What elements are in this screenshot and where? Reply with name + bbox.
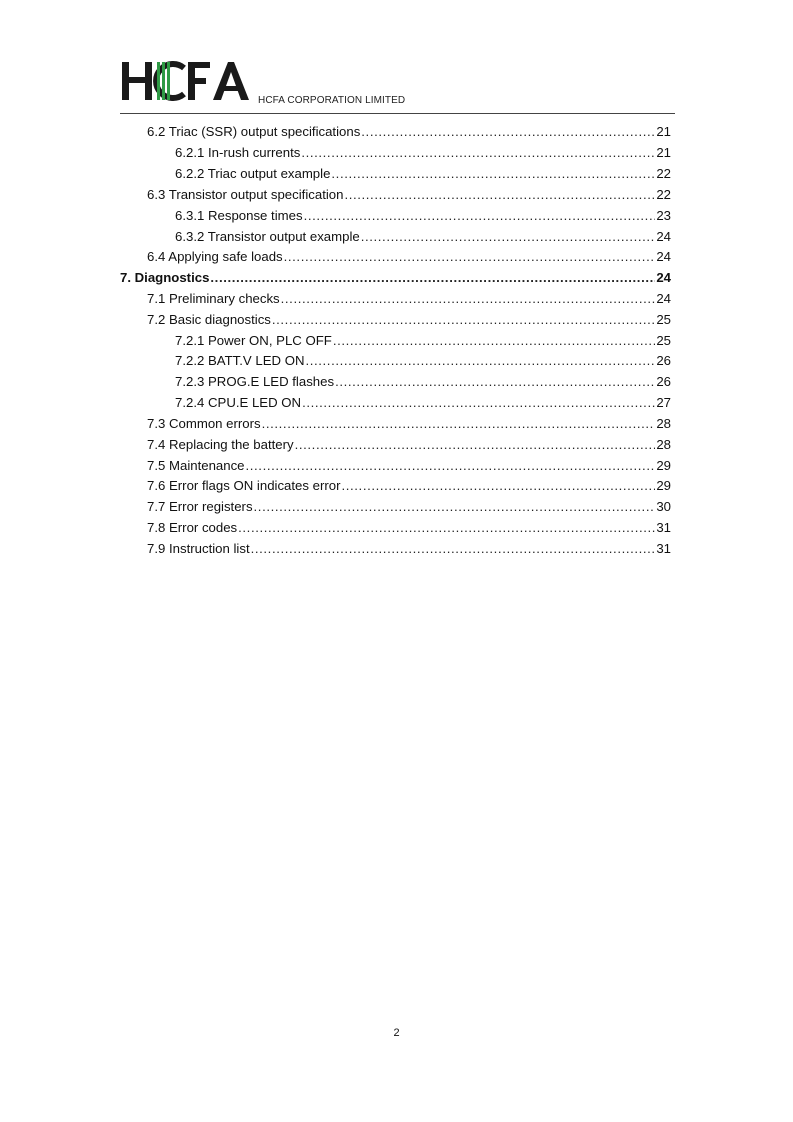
- toc-leader: [238, 520, 655, 535]
- toc-page: 24: [656, 270, 671, 285]
- toc-entry[interactable]: [147, 478, 671, 498]
- toc-page: 28: [656, 416, 671, 431]
- toc-entry[interactable]: [175, 333, 671, 353]
- toc-title: 6.3 Transistor output specification: [147, 187, 344, 202]
- toc-leader: [210, 270, 655, 285]
- toc-leader: [305, 353, 655, 368]
- toc-entry[interactable]: [147, 124, 671, 144]
- toc-page: 31: [656, 520, 671, 535]
- toc-leader: [251, 541, 656, 556]
- toc-leader: [246, 458, 656, 473]
- toc-entry[interactable]: [147, 437, 671, 457]
- toc-page: 22: [656, 166, 671, 181]
- toc-title: 7.5 Maintenance: [147, 458, 245, 473]
- toc-page: 25: [656, 333, 671, 348]
- toc-leader: [284, 249, 656, 264]
- toc-title: 7.2.4 CPU.E LED ON: [175, 395, 302, 410]
- toc-leader: [301, 145, 655, 160]
- toc-title: 7.2.2 BATT.V LED ON: [175, 353, 305, 368]
- toc-entry[interactable]: [147, 187, 671, 207]
- toc-title: 7.8 Error codes: [147, 520, 238, 535]
- toc-title: 7.4 Replacing the battery: [147, 437, 294, 452]
- toc-title: 7.2 Basic diagnostics: [147, 312, 271, 327]
- toc-page: 30: [656, 499, 671, 514]
- toc-leader: [335, 374, 655, 389]
- toc-title: 6.2 Triac (SSR) output specifications: [147, 124, 361, 139]
- toc-entry[interactable]: [175, 374, 671, 394]
- toc-title: 7.2.3 PROG.E LED flashes: [175, 374, 335, 389]
- header-divider: [120, 113, 675, 114]
- toc-entry[interactable]: [147, 458, 671, 478]
- toc-leader: [302, 395, 655, 410]
- toc-entry[interactable]: [175, 208, 671, 228]
- toc-page: 24: [656, 249, 671, 264]
- toc-leader: [333, 333, 655, 348]
- toc-page: 26: [656, 353, 671, 368]
- toc-title: 7.6 Error flags ON indicates error: [147, 478, 341, 493]
- toc-title: 7.7 Error registers: [147, 499, 253, 514]
- toc-entry[interactable]: [147, 291, 671, 311]
- toc-page: 28: [656, 437, 671, 452]
- toc-page: 21: [656, 124, 671, 139]
- toc-entry[interactable]: [175, 229, 671, 249]
- toc-entry[interactable]: [175, 395, 671, 415]
- toc-page: 26: [656, 374, 671, 389]
- toc-page: 21: [656, 145, 671, 160]
- toc-entry-chapter[interactable]: [120, 270, 671, 290]
- toc-leader: [262, 416, 656, 431]
- toc-page: 31: [656, 541, 671, 556]
- toc-leader: [304, 208, 656, 223]
- toc-entry[interactable]: [147, 249, 671, 269]
- hcfa-logo: [120, 58, 252, 102]
- toc-entry[interactable]: [175, 353, 671, 373]
- company-name: HCFA CORPORATION LIMITED: [258, 95, 406, 106]
- toc-leader: [272, 312, 655, 327]
- toc-leader: [361, 229, 656, 244]
- toc-entry[interactable]: [147, 541, 671, 561]
- toc-entry[interactable]: [147, 499, 671, 519]
- toc-leader: [342, 478, 656, 493]
- toc-page: 25: [656, 312, 671, 327]
- toc-title: 6.2.1 In-rush currents: [175, 145, 301, 160]
- toc-page: 27: [656, 395, 671, 410]
- toc-title: 7.2.1 Power ON, PLC OFF: [175, 333, 332, 348]
- toc-page: 29: [656, 458, 671, 473]
- toc-page: 24: [656, 229, 671, 244]
- page-header: [120, 58, 675, 114]
- page-number: 2: [393, 1027, 400, 1039]
- toc-page: 24: [656, 291, 671, 306]
- toc-title: 7. Diagnostics: [120, 270, 210, 285]
- toc-leader: [361, 124, 655, 139]
- toc-leader: [331, 166, 655, 181]
- toc-title: 7.1 Preliminary checks: [147, 291, 280, 306]
- toc-entry[interactable]: [175, 166, 671, 186]
- toc-entry[interactable]: [147, 416, 671, 436]
- toc-page: 29: [656, 478, 671, 493]
- toc-entry[interactable]: [175, 145, 671, 165]
- toc-leader: [344, 187, 655, 202]
- toc-title: 6.4 Applying safe loads: [147, 249, 283, 264]
- toc-leader: [281, 291, 656, 306]
- toc-title: 6.2.2 Triac output example: [175, 166, 331, 181]
- toc-leader: [295, 437, 656, 452]
- toc-page: 22: [656, 187, 671, 202]
- toc-title: 7.9 Instruction list: [147, 541, 250, 556]
- toc-title: 6.3.1 Response times: [175, 208, 303, 223]
- toc-title: 6.3.2 Transistor output example: [175, 229, 360, 244]
- toc-page: 23: [656, 208, 671, 223]
- toc-entry[interactable]: [147, 312, 671, 332]
- toc-leader: [254, 499, 656, 514]
- toc-title: 7.3 Common errors: [147, 416, 261, 431]
- toc-entry[interactable]: [147, 520, 671, 540]
